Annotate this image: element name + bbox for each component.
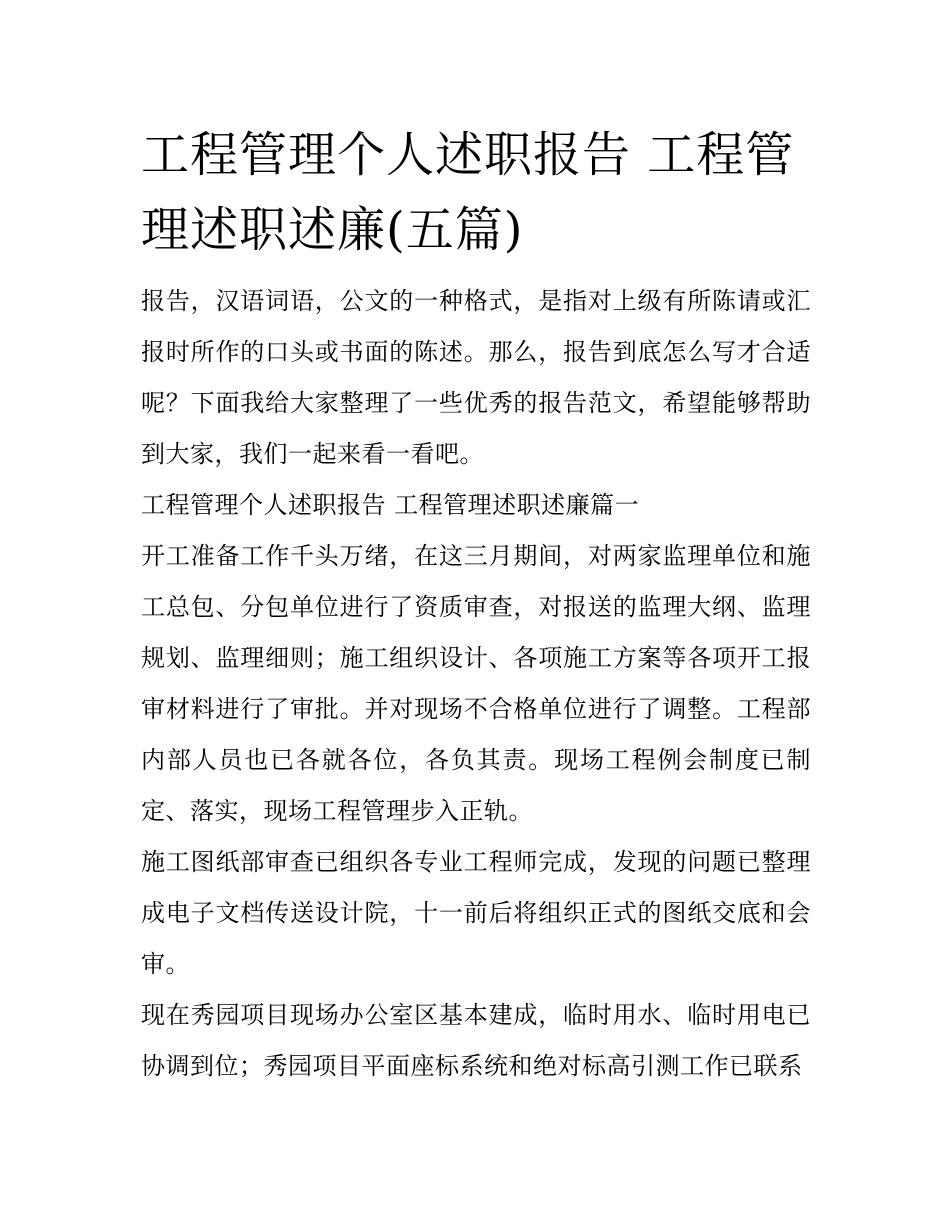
document-page [141,118,811,1092]
intro-paragraph: 报告，汉语词语，公文的一种格式，是指对上级有所陈请或汇报时所作的口头或书面的陈述。那么，报告到底怎么写才合适呢？下面我给大家整理了一些优秀的报告范文，希望能够帮助到大家，我们一起来看一看吧。 [141,287,811,468]
body-paragraph-preparation: 开工准备工作千头万绪，在这三月期间，对两家监理单位和施工总包、分包单位进行了资质审查，对报送的监理大纲、监理规划、监理细则；施工组织设计、各项施工方案等各项开工报审材料进行了审批。并对现场不合格单位进行了调整。工程部内部人员也已各就各位，各负其责。现场工程例会制度已制定、落实，现场工程管理步入正轨。 [141,542,811,825]
title-spacer [141,268,811,276]
document-title: 工程管理个人述职报告 工程管理述职述廉(五篇) [141,127,795,258]
section-heading: 工程管理个人述职报告 工程管理述职述廉篇一 [141,491,640,519]
body-paragraph-site-office: 现在秀园项目现场办公室区基本建成，临时用水、临时用电已协调到位；秀园项目平面座标系统和绝对标高引测工作已联系 [141,1001,811,1080]
body-paragraph-drawings: 施工图纸部审查已组织各专业工程师完成，发现的问题已整理成电子文档传送设计院，十一前后将组织正式的图纸交底和会审。 [141,848,811,978]
